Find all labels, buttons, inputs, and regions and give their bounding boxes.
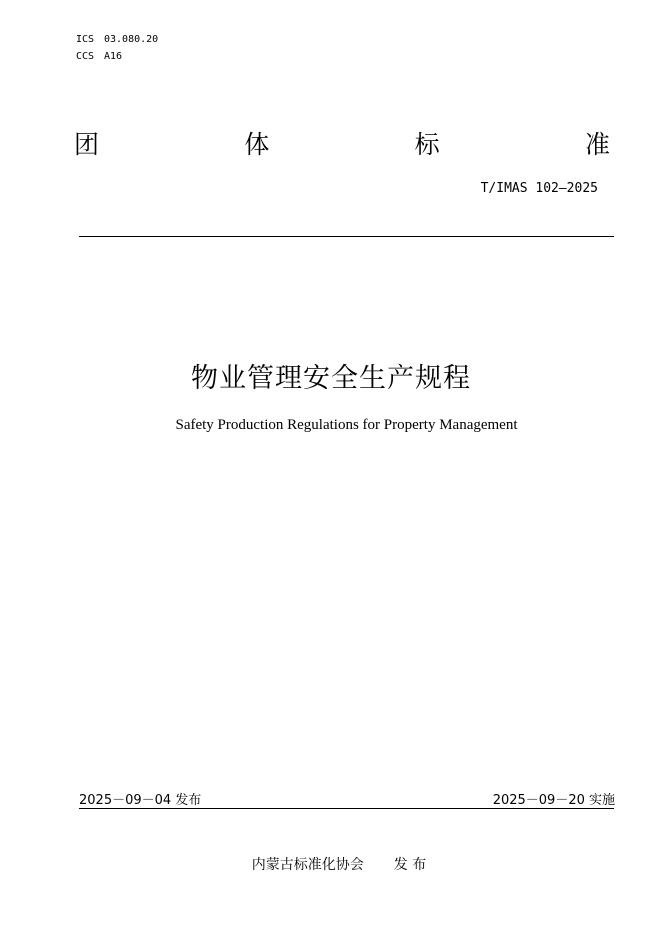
ccs-label: CCS: [76, 51, 95, 62]
standard-type-char: 标: [414, 130, 440, 159]
ics-code: 03.080.20: [104, 34, 159, 45]
classification-codes: [76, 31, 158, 65]
ics-row: [76, 31, 158, 48]
title-english: Safety Production Regulations for Property Management: [175, 417, 518, 433]
header-divider: [79, 236, 614, 237]
ics-label: ICS: [76, 34, 95, 45]
implement-date: 2025－09－20 实施: [492, 793, 615, 808]
publisher-action: 发 布: [393, 857, 427, 873]
standard-number: T/IMAS 102—2025: [480, 181, 598, 196]
ccs-code: A16: [104, 51, 123, 62]
publish-date: 2025－09－04 发布: [79, 793, 202, 808]
footer-divider: [79, 808, 614, 809]
ccs-row: [76, 48, 158, 65]
standard-type-char: 体: [244, 130, 270, 159]
title-chinese: 物业管理安全生产规程: [191, 363, 471, 394]
standard-type-char: 团: [74, 130, 100, 159]
publisher-line: [0, 854, 662, 874]
standard-type-char: 准: [584, 130, 610, 159]
publisher-organization: 内蒙古标准化协会: [251, 857, 364, 873]
standard-type-heading: [74, 126, 610, 160]
